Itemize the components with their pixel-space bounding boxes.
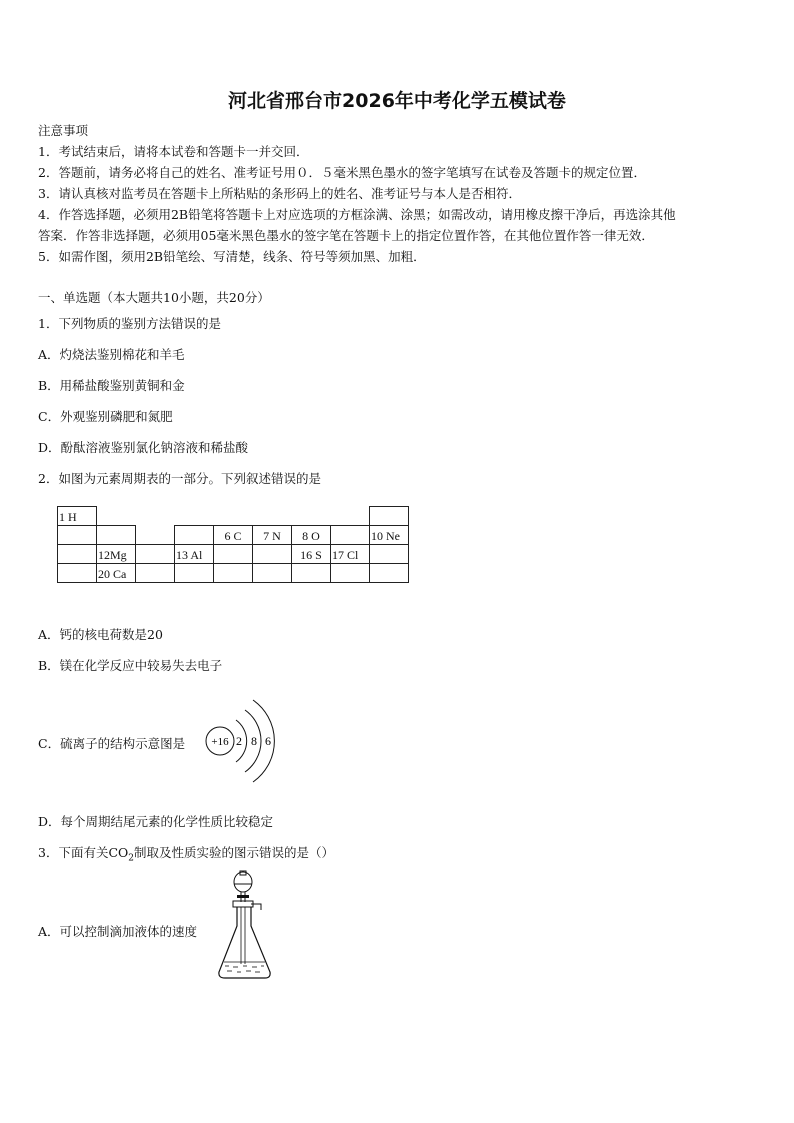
shell-3-count: 6 <box>265 734 271 748</box>
option-b: B．用稀盐酸鉴别黄铜和金 <box>38 378 185 393</box>
option-a: A．可以控制滴加液体的速度 <box>38 924 198 939</box>
option-c: C．硫离子的结构示意图是 <box>38 736 186 751</box>
page-title: 河北省邢台市2026年中考化学五模试卷 <box>228 90 566 112</box>
option-d: D．酚酞溶液鉴别氯化钠溶液和稀盐酸 <box>38 440 249 455</box>
option-c: C．外观鉴别磷肥和氮肥 <box>38 409 173 424</box>
nucleus-label: +16 <box>211 736 229 748</box>
notice-item: 答案．作答非选择题，必须用05毫米黑色墨水的签字笔在答题卡上的指定位置作答，在其他位置作答一律无效． <box>38 228 654 243</box>
notice-item: 4．作答选择题，必须用2B铅笔将答题卡上对应选项的方框涂满、涂黑；如需改动，请用橡皮擦干净后，再选涂其他 <box>38 207 676 222</box>
cell-ne: 10 Ne <box>370 526 409 545</box>
periodic-table-excerpt <box>57 506 409 583</box>
notice-item: 2．答题前，请务必将自己的姓名、准考证号用０．５毫米黑色墨水的签字笔填写在试卷及答题卡的规定位置． <box>38 165 646 180</box>
sulfur-ion-structure-diagram <box>200 688 290 798</box>
cell-o: 8 O <box>292 526 331 545</box>
cell-mg: 12Mg <box>97 545 136 564</box>
notice-item: 5．如需作图，须用2B铅笔绘、写清楚，线条、符号等须加黑、加粗． <box>38 249 426 264</box>
question-stem: 1．下列物质的鉴别方法错误的是 <box>38 316 221 331</box>
cell-c: 6 C <box>214 526 253 545</box>
shell-1-count: 2 <box>236 734 242 748</box>
question-stem: 2．如图为元素周期表的一部分。下列叙述错误的是 <box>38 471 321 486</box>
option-a: A．钙的核电荷数是20 <box>38 627 163 642</box>
cell-s: 16 S <box>292 545 331 564</box>
option-d: D．每个周期结尾元素的化学性质比较稳定 <box>38 814 274 829</box>
cell-n: 7 N <box>253 526 292 545</box>
section-heading: 一、单选题（本大题共10小题，共20分） <box>38 290 270 305</box>
notice-item: 1．考试结束后，请将本试卷和答题卡一并交回． <box>38 144 309 159</box>
cell-ca: 20 Ca <box>97 564 136 583</box>
cell-h: 1 H <box>58 507 97 526</box>
notice-item: 3．请认真核对监考员在答题卡上所粘贴的条形码上的姓名、准考证号与本人是否相符． <box>38 186 521 201</box>
cell-al: 13 Al <box>175 545 214 564</box>
notice-heading: 注意事项 <box>38 123 89 138</box>
flask-with-separatory-funnel-icon <box>213 868 279 984</box>
option-a: A．灼烧法鉴别棉花和羊毛 <box>38 347 185 362</box>
cell-cl: 17 Cl <box>331 545 370 564</box>
option-b: B．镁在化学反应中较易失去电子 <box>38 658 223 673</box>
question-stem: 3．下面有关$CO_2$制取及性质实验的图示错误的是（） <box>38 845 335 864</box>
shell-2-count: 8 <box>251 734 257 748</box>
